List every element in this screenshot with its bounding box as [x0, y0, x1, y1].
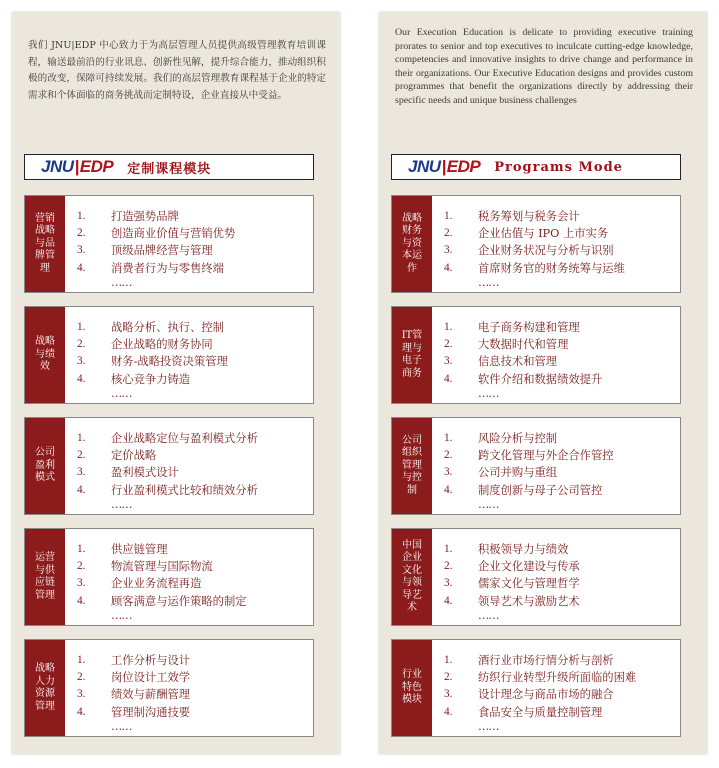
module-item — [444, 336, 602, 353]
item-number: 1. — [77, 654, 86, 666]
item-number: 1. — [77, 543, 86, 555]
module-item — [444, 430, 614, 447]
logo-edp: EDP — [79, 157, 114, 176]
item-text: 供应链管理 — [111, 543, 168, 556]
more-ellipsis: …… — [111, 719, 132, 733]
item-number: 3. — [77, 244, 86, 257]
course-module — [391, 639, 681, 737]
course-module — [391, 195, 681, 293]
item-number: 4. — [444, 594, 453, 607]
item-number: 1. — [77, 432, 86, 444]
item-text: 顾客满意与运作策略的制定 — [111, 594, 247, 608]
item-number: 2. — [77, 338, 86, 351]
item-text: 战略分析、执行、控制 — [111, 321, 224, 334]
module-item — [444, 558, 580, 575]
item-number: 3. — [444, 355, 453, 368]
item-number: 1. — [77, 210, 86, 222]
item-number: 3. — [77, 688, 86, 701]
item-text: 信息技术和管理 — [478, 355, 558, 369]
logo-jnu: JNU — [41, 157, 74, 176]
item-number: 1. — [444, 321, 453, 333]
module-item-list — [65, 307, 228, 403]
item-number: 2. — [444, 227, 453, 240]
item-number: 4. — [444, 372, 453, 385]
item-text: 打造强势品牌 — [111, 210, 179, 223]
module-item — [444, 319, 602, 336]
module-category-text: 公司组织管理与控制 — [402, 434, 422, 496]
module-item — [77, 541, 247, 558]
item-text: 消费者行为与零售终端 — [111, 261, 224, 275]
section-title: Programs Mode — [494, 159, 623, 175]
left-panel — [12, 12, 340, 754]
item-text: 风险分析与控制 — [478, 432, 558, 445]
module-item — [444, 225, 625, 242]
module-item-list — [432, 196, 625, 292]
item-text: 行业盈利模式比较和绩效分析 — [111, 483, 258, 497]
item-number: 4. — [444, 705, 453, 718]
jnu-edp-logo — [408, 157, 480, 177]
course-module — [24, 195, 314, 293]
item-text: 企业战略定位与盈利模式分析 — [111, 432, 258, 445]
module-category-text: 运营与供应链管理 — [35, 552, 55, 601]
section-title: 定制课程模块 — [127, 161, 212, 177]
module-item — [444, 371, 602, 388]
item-number: 2. — [444, 449, 453, 462]
item-text: 电子商务构建和管理 — [478, 321, 580, 334]
module-category-text: 公司盈利模式 — [35, 447, 55, 484]
module-item — [444, 669, 636, 686]
item-number: 2. — [77, 671, 86, 684]
module-item — [77, 593, 247, 610]
module-item — [444, 260, 625, 277]
item-text: 酒行业市场行情分析与剖析 — [478, 654, 614, 667]
module-item — [444, 353, 602, 370]
module-item — [77, 336, 228, 353]
item-number: 3. — [444, 244, 453, 257]
item-number: 4. — [77, 261, 86, 274]
item-number: 4. — [444, 483, 453, 496]
module-category-label — [392, 529, 432, 625]
module-category-text: 营销战略与品牌管理 — [35, 212, 55, 274]
module-item-list — [432, 640, 636, 736]
item-number: 2. — [77, 560, 86, 573]
item-text: 首席财务官的财务统筹与运维 — [478, 261, 625, 275]
module-category-label — [25, 640, 65, 736]
item-number: 3. — [77, 355, 86, 368]
item-text: 企业文化建设与传承 — [478, 560, 580, 574]
item-number: 2. — [444, 671, 453, 684]
module-category-label — [392, 196, 432, 292]
logo-separator: | — [74, 157, 79, 176]
module-category-text: IT管理与电子商务 — [401, 330, 423, 379]
item-number: 3. — [444, 466, 453, 479]
module-item — [444, 447, 614, 464]
item-text: 大数据时代和管理 — [478, 338, 569, 352]
module-item — [444, 208, 625, 225]
module-category-text: 行业特色模块 — [402, 669, 422, 706]
item-number: 3. — [77, 466, 86, 479]
item-number: 1. — [444, 432, 453, 444]
module-item-list — [432, 307, 602, 403]
item-text: 食品安全与质量控制管理 — [478, 705, 603, 719]
item-text: 定价战略 — [111, 449, 157, 463]
item-text: 核心竞争力铸造 — [111, 372, 191, 386]
module-item-list — [65, 529, 247, 625]
item-text: 公司并购与重组 — [478, 466, 558, 480]
module-item — [77, 558, 247, 575]
item-text: 设计理念与商品市场的融合 — [478, 688, 614, 702]
course-module — [24, 639, 314, 737]
item-text: 物流管理与国际物流 — [111, 560, 213, 574]
module-item — [77, 353, 228, 370]
item-text: 税务筹划与税务会计 — [478, 210, 580, 223]
section-title-bar — [24, 154, 314, 180]
item-text: 制度创新与母子公司管控 — [478, 483, 603, 497]
module-item — [444, 593, 580, 610]
item-text: 创造商业价值与营销优势 — [111, 227, 236, 241]
module-item — [444, 482, 614, 499]
item-number: 2. — [444, 338, 453, 351]
item-text: 积极领导力与绩效 — [478, 543, 569, 556]
course-module — [391, 528, 681, 626]
module-item — [77, 225, 235, 242]
item-text: 企业业务流程再造 — [111, 577, 202, 591]
item-number: 4. — [77, 705, 86, 718]
module-category-text: 战略与绩效 — [35, 336, 55, 373]
module-item — [77, 430, 258, 447]
course-module — [24, 306, 314, 404]
module-item — [444, 464, 614, 481]
more-ellipsis: …… — [111, 386, 132, 400]
module-item — [77, 260, 235, 277]
module-category-label — [25, 196, 65, 292]
item-text: 工作分析与设计 — [111, 654, 191, 667]
module-item — [77, 242, 235, 259]
module-item — [444, 242, 625, 259]
module-item — [77, 704, 190, 721]
module-item-list — [65, 196, 235, 292]
course-module — [24, 528, 314, 626]
item-number: 2. — [444, 560, 453, 573]
module-item — [77, 686, 190, 703]
section-title-bar — [391, 154, 681, 180]
module-item — [444, 686, 636, 703]
logo-edp: EDP — [446, 157, 481, 176]
module-item — [444, 704, 636, 721]
item-number: 1. — [77, 321, 86, 333]
item-text: 企业估值与 IPO 上市实务 — [478, 227, 609, 241]
item-text: 岗位设计工效学 — [111, 671, 191, 685]
module-item — [77, 208, 235, 225]
module-category-label — [392, 640, 432, 736]
more-ellipsis: …… — [111, 497, 132, 511]
module-item — [444, 541, 580, 558]
item-number: 4. — [77, 594, 86, 607]
module-item-list — [432, 418, 614, 514]
module-item — [77, 464, 258, 481]
item-number: 4. — [77, 483, 86, 496]
module-item-list — [65, 640, 190, 736]
module-item — [77, 447, 258, 464]
more-ellipsis: …… — [478, 608, 499, 622]
item-text: 企业财务状况与分析与识别 — [478, 244, 614, 258]
course-module — [391, 417, 681, 515]
item-number: 4. — [77, 372, 86, 385]
item-text: 领导艺术与激励艺术 — [478, 594, 580, 608]
item-text: 跨文化管理与外企合作管控 — [478, 449, 614, 463]
module-item — [77, 575, 247, 592]
more-ellipsis: …… — [111, 275, 132, 289]
module-category-label — [25, 529, 65, 625]
logo-separator: | — [441, 157, 446, 176]
more-ellipsis: …… — [478, 497, 499, 511]
item-text: 企业战略的财务协同 — [111, 338, 213, 352]
module-item — [77, 482, 258, 499]
right-panel — [379, 12, 707, 754]
item-text: 管理制沟通技要 — [111, 705, 191, 719]
module-item — [77, 669, 190, 686]
more-ellipsis: …… — [478, 275, 499, 289]
item-number: 1. — [444, 543, 453, 555]
item-text: 软件介绍和数据绩效提升 — [478, 372, 603, 386]
module-item — [444, 575, 580, 592]
module-category-text: 战略财务与资本运作 — [402, 212, 422, 274]
item-text: 财务-战略投资决策管理 — [111, 355, 228, 369]
intro-text-en: Our Execution Education is delicate to providing executive training prorates to senior and top executives to inculcate cutting-edge knowledge, competencies and innovative insights to drive change and performance in their organizations. Our Executive Education designs and provides custom programmes that benefit the organizations directly by addressing their specific needs and unique business challenges — [395, 27, 693, 106]
module-item — [444, 652, 636, 669]
module-category-label — [25, 418, 65, 514]
module-item — [77, 319, 228, 336]
more-ellipsis: …… — [478, 386, 499, 400]
item-number: 1. — [444, 210, 453, 222]
module-item — [77, 371, 228, 388]
module-item-list — [432, 529, 580, 625]
more-ellipsis: …… — [478, 719, 499, 733]
intro-text-cn: 我们 JNU|EDP 中心致力于为高层管理人员提供高级管理教育培训课程，输送最前沿的行业讯息、创新性见解，提升综合能力，推动组织积极的改变，保障可持续发展。我们的高层管理教育课程基于企业的特定需求和个体面临的商务挑战而定制特设，企业直接从中受益。 — [28, 40, 326, 101]
item-text: 盈利模式设计 — [111, 466, 179, 480]
jnu-edp-logo — [41, 157, 113, 177]
more-ellipsis: …… — [111, 608, 132, 622]
item-number: 4. — [444, 261, 453, 274]
module-item — [77, 652, 190, 669]
course-module — [24, 417, 314, 515]
item-text: 纺织行业转型升级所面临的困难 — [478, 671, 637, 685]
module-category-label — [392, 307, 432, 403]
item-number: 2. — [77, 449, 86, 462]
item-number: 3. — [77, 577, 86, 590]
item-text: 儒家文化与管理哲学 — [478, 577, 580, 591]
module-category-label — [392, 418, 432, 514]
item-number: 1. — [444, 654, 453, 666]
module-category-text: 中国企业文化与领导艺术 — [402, 539, 422, 613]
module-category-label — [25, 307, 65, 403]
module-item-list — [65, 418, 258, 514]
item-text: 绩效与薪酬管理 — [111, 688, 191, 702]
item-number: 3. — [444, 577, 453, 590]
item-number: 2. — [77, 227, 86, 240]
course-module — [391, 306, 681, 404]
module-category-text: 战略人力资源管理 — [35, 663, 55, 712]
item-number: 3. — [444, 688, 453, 701]
logo-jnu: JNU — [408, 157, 441, 176]
item-text: 顶级品牌经营与管理 — [111, 244, 213, 258]
